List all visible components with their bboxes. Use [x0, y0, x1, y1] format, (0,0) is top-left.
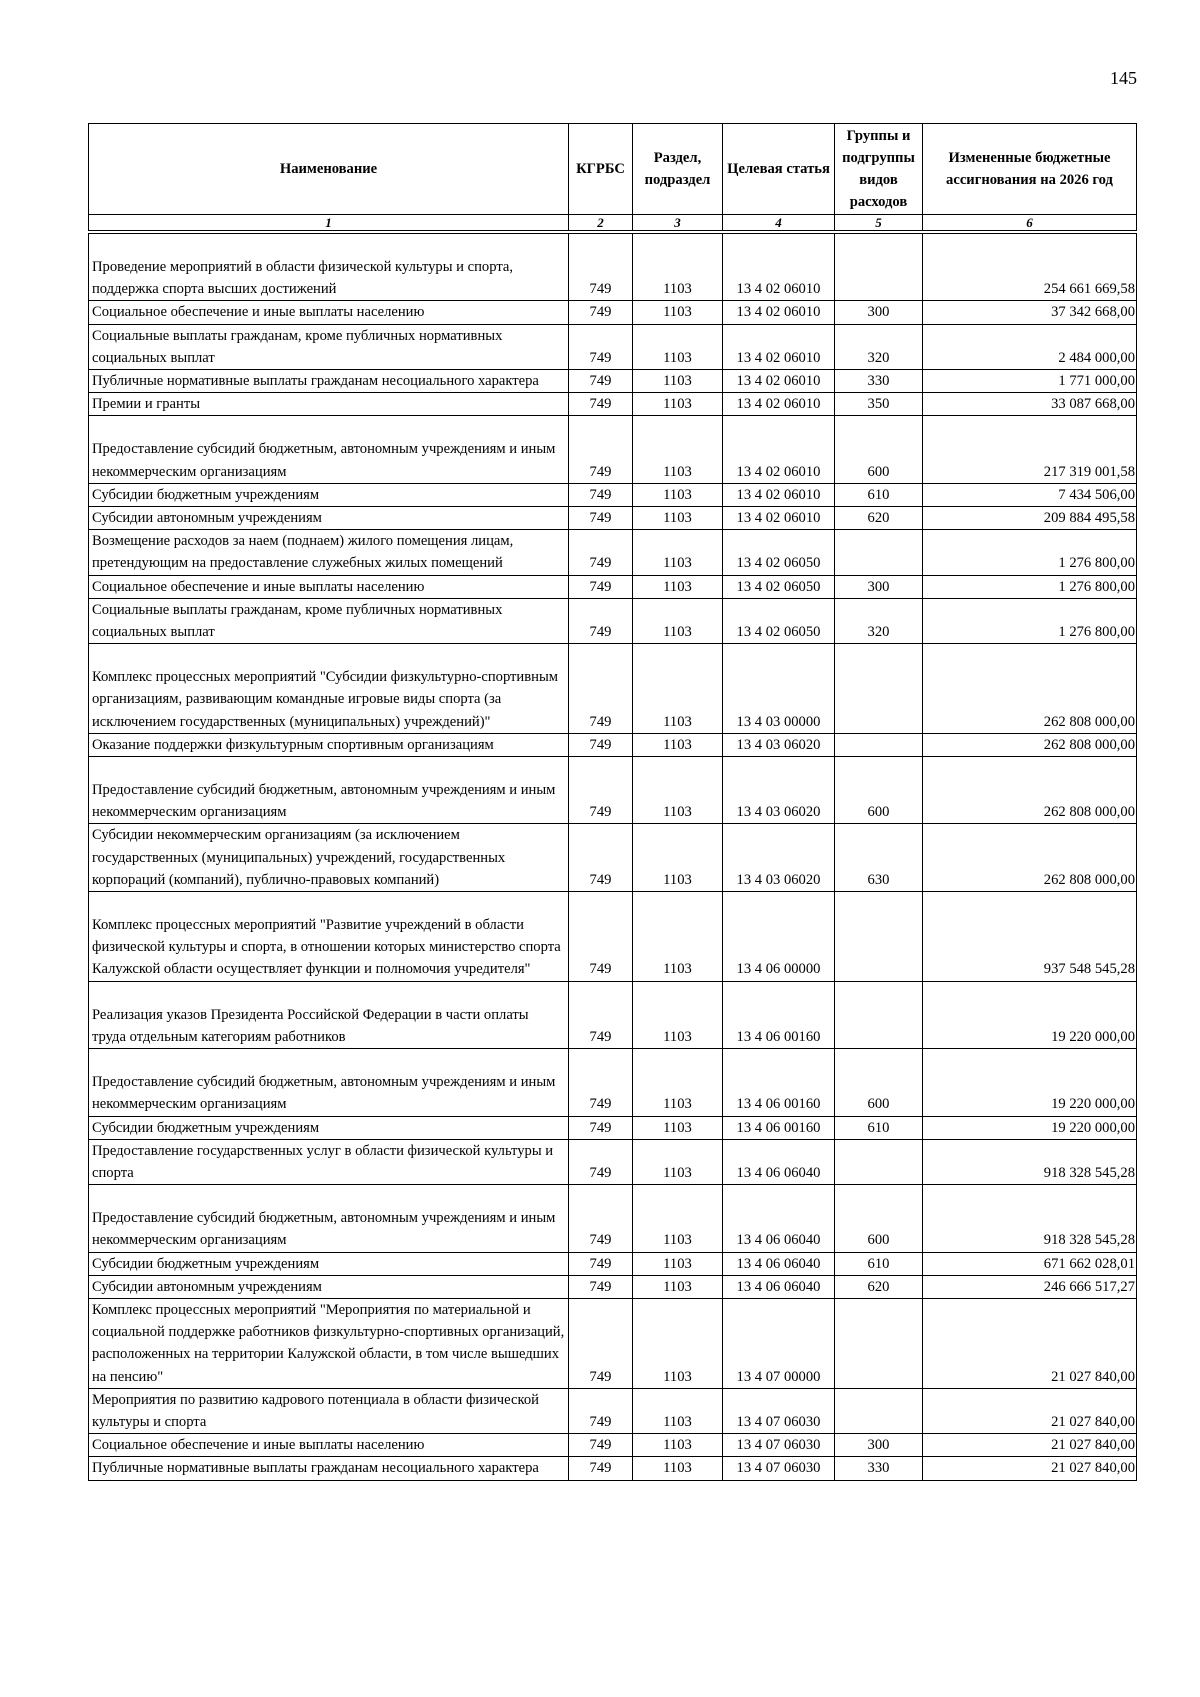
row-expense-type: 330 — [835, 370, 923, 393]
spacer-cell — [89, 1185, 569, 1208]
column-number: 2 — [569, 215, 633, 233]
row-expense-type: 620 — [835, 507, 923, 530]
spacer-cell — [89, 1049, 569, 1072]
spacer-cell — [835, 757, 923, 780]
row-section: 1103 — [633, 393, 723, 416]
row-section: 1103 — [633, 733, 723, 756]
row-target: 13 4 06 06040 — [723, 1139, 835, 1184]
row-amount: 262 808 000,00 — [923, 824, 1137, 892]
row-name: Субсидии автономным учреждениям — [89, 507, 569, 530]
row-section: 1103 — [633, 256, 723, 301]
spacer-cell — [723, 892, 835, 915]
row-kgrbs: 749 — [569, 507, 633, 530]
spacer-cell — [89, 644, 569, 667]
row-target: 13 4 03 06020 — [723, 779, 835, 824]
row-section: 1103 — [633, 666, 723, 733]
row-kgrbs: 749 — [569, 1388, 633, 1433]
table-row — [89, 1207, 1137, 1252]
row-section: 1103 — [633, 438, 723, 483]
row-target: 13 4 02 06050 — [723, 575, 835, 598]
spacer-cell — [569, 416, 633, 439]
row-section: 1103 — [633, 1139, 723, 1184]
row-kgrbs: 749 — [569, 1434, 633, 1457]
row-amount: 19 220 000,00 — [923, 1116, 1137, 1139]
header-target: Целевая статья — [723, 124, 835, 215]
table-row — [89, 575, 1137, 598]
spacer-cell — [835, 1185, 923, 1208]
row-target: 13 4 06 06040 — [723, 1207, 835, 1252]
row-name: Комплекс процессных мероприятий "Субсидии физкультурно-спортивным организациям, развивающим командные игровые виды спорта (за исключением государственных (муниципальных) учреждений)" — [89, 666, 569, 733]
column-number: 1 — [89, 215, 569, 233]
row-amount: 21 027 840,00 — [923, 1434, 1137, 1457]
spacer-cell — [723, 1185, 835, 1208]
row-section: 1103 — [633, 1207, 723, 1252]
spacer-row — [89, 1049, 1137, 1072]
row-target: 13 4 02 06050 — [723, 530, 835, 575]
row-section: 1103 — [633, 598, 723, 643]
row-section: 1103 — [633, 1116, 723, 1139]
row-amount: 671 662 028,01 — [923, 1252, 1137, 1275]
row-kgrbs: 749 — [569, 1071, 633, 1116]
row-name: Предоставление субсидий бюджетным, автономным учреждениям и иным некоммерческим организациям — [89, 779, 569, 824]
spacer-row — [89, 981, 1137, 1004]
row-kgrbs: 749 — [569, 575, 633, 598]
header-name: Наименование — [89, 124, 569, 215]
row-amount: 37 342 668,00 — [923, 301, 1137, 324]
row-expense-type: 600 — [835, 1207, 923, 1252]
row-expense-type: 620 — [835, 1275, 923, 1298]
row-section: 1103 — [633, 1457, 723, 1480]
row-section: 1103 — [633, 779, 723, 824]
table-row — [89, 393, 1137, 416]
row-name: Мероприятия по развитию кадрового потенциала в области физической культуры и спорта — [89, 1388, 569, 1433]
row-name: Социальное обеспечение и иные выплаты населению — [89, 301, 569, 324]
table-row — [89, 530, 1137, 575]
row-expense-type — [835, 914, 923, 981]
row-expense-type: 610 — [835, 483, 923, 506]
table-row — [89, 1298, 1137, 1388]
row-target: 13 4 02 06010 — [723, 507, 835, 530]
table-row — [89, 824, 1137, 892]
row-amount: 1 276 800,00 — [923, 598, 1137, 643]
row-section: 1103 — [633, 824, 723, 892]
row-expense-type: 330 — [835, 1457, 923, 1480]
row-target: 13 4 06 06040 — [723, 1275, 835, 1298]
row-expense-type: 600 — [835, 1071, 923, 1116]
row-name: Предоставление государственных услуг в области физической культуры и спорта — [89, 1139, 569, 1184]
row-target: 13 4 07 06030 — [723, 1388, 835, 1433]
spacer-cell — [923, 1049, 1137, 1072]
row-amount: 2 484 000,00 — [923, 324, 1137, 369]
row-kgrbs: 749 — [569, 256, 633, 301]
spacer-cell — [633, 644, 723, 667]
row-target: 13 4 02 06050 — [723, 598, 835, 643]
row-name: Предоставление субсидий бюджетным, автономным учреждениям и иным некоммерческим организациям — [89, 1207, 569, 1252]
row-section: 1103 — [633, 1388, 723, 1433]
spacer-cell — [633, 757, 723, 780]
table-row — [89, 256, 1137, 301]
row-amount: 937 548 545,28 — [923, 914, 1137, 981]
spacer-row — [89, 757, 1137, 780]
table-row — [89, 1071, 1137, 1116]
table-row — [89, 1275, 1137, 1298]
spacer-cell — [633, 892, 723, 915]
row-section: 1103 — [633, 1275, 723, 1298]
row-expense-type — [835, 530, 923, 575]
spacer-cell — [89, 892, 569, 915]
spacer-cell — [569, 1185, 633, 1208]
row-expense-type — [835, 1139, 923, 1184]
row-target: 13 4 07 06030 — [723, 1457, 835, 1480]
page-number: 145 — [1110, 68, 1137, 88]
row-amount: 21 027 840,00 — [923, 1388, 1137, 1433]
row-kgrbs: 749 — [569, 483, 633, 506]
row-amount: 254 661 669,58 — [923, 256, 1137, 301]
table-row — [89, 438, 1137, 483]
table-row — [89, 507, 1137, 530]
table-row — [89, 598, 1137, 643]
row-kgrbs: 749 — [569, 301, 633, 324]
spacer-cell — [835, 416, 923, 439]
spacer-cell — [569, 892, 633, 915]
row-expense-type: 300 — [835, 575, 923, 598]
header-section: Раздел, подраздел — [633, 124, 723, 215]
table-row — [89, 1457, 1137, 1480]
spacer-cell — [923, 644, 1137, 667]
row-name: Возмещение расходов за наем (поднаем) жилого помещения лицам, претендующим на предоставление служебных жилых помещений — [89, 530, 569, 575]
row-name: Социальные выплаты гражданам, кроме публичных нормативных социальных выплат — [89, 324, 569, 369]
header-groups: Группы и подгруппы видов расходов — [835, 124, 923, 215]
spacer-cell — [835, 644, 923, 667]
row-name: Субсидии бюджетным учреждениям — [89, 1116, 569, 1139]
row-name: Предоставление субсидий бюджетным, автономным учреждениям и иным некоммерческим организациям — [89, 1071, 569, 1116]
row-amount: 262 808 000,00 — [923, 779, 1137, 824]
row-target: 13 4 06 00000 — [723, 914, 835, 981]
spacer-cell — [569, 981, 633, 1004]
row-target: 13 4 06 06040 — [723, 1252, 835, 1275]
spacer-cell — [633, 1185, 723, 1208]
column-number: 5 — [835, 215, 923, 233]
row-amount: 262 808 000,00 — [923, 733, 1137, 756]
row-amount: 19 220 000,00 — [923, 1071, 1137, 1116]
row-name: Предоставление субсидий бюджетным, автономным учреждениям и иным некоммерческим организациям — [89, 438, 569, 483]
row-expense-type: 320 — [835, 598, 923, 643]
budget-table — [88, 123, 1137, 1481]
row-target: 13 4 03 06020 — [723, 824, 835, 892]
spacer-row — [89, 892, 1137, 915]
spacer-cell — [723, 232, 835, 256]
row-expense-type: 600 — [835, 438, 923, 483]
row-target: 13 4 02 06010 — [723, 483, 835, 506]
column-number: 6 — [923, 215, 1137, 233]
row-amount: 7 434 506,00 — [923, 483, 1137, 506]
table-row — [89, 370, 1137, 393]
row-section: 1103 — [633, 370, 723, 393]
row-target: 13 4 07 06030 — [723, 1434, 835, 1457]
spacer-cell — [723, 1049, 835, 1072]
row-expense-type — [835, 733, 923, 756]
spacer-cell — [723, 757, 835, 780]
row-target: 13 4 03 06020 — [723, 733, 835, 756]
header-amount: Измененные бюджетные ассигнования на 2026 год — [923, 124, 1137, 215]
table-row — [89, 1388, 1137, 1433]
row-kgrbs: 749 — [569, 1298, 633, 1388]
row-expense-type: 610 — [835, 1116, 923, 1139]
spacer-cell — [923, 892, 1137, 915]
row-section: 1103 — [633, 1004, 723, 1049]
row-amount: 1 771 000,00 — [923, 370, 1137, 393]
column-number: 4 — [723, 215, 835, 233]
row-amount: 217 319 001,58 — [923, 438, 1137, 483]
spacer-cell — [89, 757, 569, 780]
row-expense-type: 600 — [835, 779, 923, 824]
row-kgrbs: 749 — [569, 733, 633, 756]
table-row — [89, 1116, 1137, 1139]
row-target: 13 4 03 00000 — [723, 666, 835, 733]
row-target: 13 4 06 00160 — [723, 1004, 835, 1049]
row-name: Социальное обеспечение и иные выплаты населению — [89, 575, 569, 598]
table-row — [89, 483, 1137, 506]
row-amount: 209 884 495,58 — [923, 507, 1137, 530]
row-target: 13 4 06 00160 — [723, 1116, 835, 1139]
row-kgrbs: 749 — [569, 1207, 633, 1252]
row-target: 13 4 02 06010 — [723, 256, 835, 301]
row-kgrbs: 749 — [569, 914, 633, 981]
row-name: Премии и гранты — [89, 393, 569, 416]
row-kgrbs: 749 — [569, 324, 633, 369]
row-target: 13 4 06 00160 — [723, 1071, 835, 1116]
spacer-cell — [835, 981, 923, 1004]
spacer-cell — [923, 981, 1137, 1004]
row-section: 1103 — [633, 1298, 723, 1388]
spacer-cell — [835, 892, 923, 915]
row-expense-type: 300 — [835, 1434, 923, 1457]
row-amount: 918 328 545,28 — [923, 1139, 1137, 1184]
row-amount: 246 666 517,27 — [923, 1275, 1137, 1298]
spacer-cell — [633, 232, 723, 256]
spacer-row — [89, 644, 1137, 667]
table-row — [89, 1004, 1137, 1049]
row-kgrbs: 749 — [569, 530, 633, 575]
row-amount: 262 808 000,00 — [923, 666, 1137, 733]
row-name: Проведение мероприятий в области физической культуры и спорта, поддержка спорта высших достижений — [89, 256, 569, 301]
spacer-cell — [923, 1185, 1137, 1208]
row-expense-type: 610 — [835, 1252, 923, 1275]
table-row — [89, 324, 1137, 369]
row-kgrbs: 749 — [569, 1275, 633, 1298]
row-name: Социальное обеспечение и иные выплаты населению — [89, 1434, 569, 1457]
row-expense-type: 630 — [835, 824, 923, 892]
row-target: 13 4 07 00000 — [723, 1298, 835, 1388]
row-target: 13 4 02 06010 — [723, 370, 835, 393]
row-name: Социальные выплаты гражданам, кроме публичных нормативных социальных выплат — [89, 598, 569, 643]
row-section: 1103 — [633, 324, 723, 369]
row-kgrbs: 749 — [569, 666, 633, 733]
row-kgrbs: 749 — [569, 1116, 633, 1139]
row-expense-type: 300 — [835, 301, 923, 324]
table-row — [89, 779, 1137, 824]
spacer-cell — [923, 232, 1137, 256]
row-amount: 1 276 800,00 — [923, 530, 1137, 575]
row-name: Публичные нормативные выплаты гражданам несоциального характера — [89, 370, 569, 393]
spacer-cell — [923, 416, 1137, 439]
row-name: Субсидии бюджетным учреждениям — [89, 483, 569, 506]
row-kgrbs: 749 — [569, 598, 633, 643]
row-kgrbs: 749 — [569, 779, 633, 824]
row-expense-type — [835, 666, 923, 733]
spacer-cell — [633, 1049, 723, 1072]
spacer-cell — [923, 757, 1137, 780]
row-target: 13 4 02 06010 — [723, 324, 835, 369]
table-row — [89, 914, 1137, 981]
row-amount: 33 087 668,00 — [923, 393, 1137, 416]
row-section: 1103 — [633, 914, 723, 981]
row-section: 1103 — [633, 575, 723, 598]
row-name: Реализация указов Президента Российской Федерации в части оплаты труда отдельным категориям работников — [89, 1004, 569, 1049]
spacer-cell — [633, 416, 723, 439]
row-kgrbs: 749 — [569, 1252, 633, 1275]
row-expense-type — [835, 1388, 923, 1433]
table-row — [89, 1434, 1137, 1457]
header-kgrbs: КГРБС — [569, 124, 633, 215]
spacer-cell — [723, 644, 835, 667]
row-kgrbs: 749 — [569, 393, 633, 416]
row-kgrbs: 749 — [569, 438, 633, 483]
spacer-cell — [633, 981, 723, 1004]
row-name: Субсидии бюджетным учреждениям — [89, 1252, 569, 1275]
table-row — [89, 666, 1137, 733]
row-amount: 1 276 800,00 — [923, 575, 1137, 598]
spacer-row — [89, 416, 1137, 439]
row-kgrbs: 749 — [569, 1004, 633, 1049]
table-row — [89, 301, 1137, 324]
row-section: 1103 — [633, 1252, 723, 1275]
spacer-row — [89, 232, 1137, 256]
table-row — [89, 1139, 1137, 1184]
spacer-cell — [89, 416, 569, 439]
spacer-cell — [835, 1049, 923, 1072]
row-kgrbs: 749 — [569, 1139, 633, 1184]
row-expense-type — [835, 256, 923, 301]
row-amount: 21 027 840,00 — [923, 1298, 1137, 1388]
row-name: Комплекс процессных мероприятий "Развитие учреждений в области физической культуры и спорта, в отношении которых министерство спорта Калужской области осуществляет функции и полномочия учредителя" — [89, 914, 569, 981]
spacer-cell — [723, 981, 835, 1004]
spacer-cell — [569, 1049, 633, 1072]
row-amount: 19 220 000,00 — [923, 1004, 1137, 1049]
row-amount: 918 328 545,28 — [923, 1207, 1137, 1252]
row-name: Субсидии некоммерческим организациям (за исключением государственных (муниципальных) учреждений, государственных корпораций (компаний), публично-правовых компаний) — [89, 824, 569, 892]
row-section: 1103 — [633, 530, 723, 575]
spacer-row — [89, 1185, 1137, 1208]
spacer-cell — [89, 981, 569, 1004]
row-kgrbs: 749 — [569, 370, 633, 393]
row-name: Публичные нормативные выплаты гражданам несоциального характера — [89, 1457, 569, 1480]
row-target: 13 4 02 06010 — [723, 438, 835, 483]
row-section: 1103 — [633, 1434, 723, 1457]
spacer-cell — [723, 416, 835, 439]
row-name: Комплекс процессных мероприятий "Мероприятия по материальной и социальной поддержке работников физкультурно-спортивных организаций, расположенных на территории Калужской области, в том числе вышедших на пенсию" — [89, 1298, 569, 1388]
row-section: 1103 — [633, 507, 723, 530]
row-target: 13 4 02 06010 — [723, 301, 835, 324]
row-target: 13 4 02 06010 — [723, 393, 835, 416]
table-body — [89, 232, 1137, 1480]
row-expense-type: 320 — [835, 324, 923, 369]
row-kgrbs: 749 — [569, 1457, 633, 1480]
table-row — [89, 733, 1137, 756]
spacer-cell — [835, 232, 923, 256]
row-section: 1103 — [633, 483, 723, 506]
row-section: 1103 — [633, 1071, 723, 1116]
row-amount: 21 027 840,00 — [923, 1457, 1137, 1480]
table-row — [89, 1252, 1137, 1275]
row-name: Оказание поддержки физкультурным спортивным организациям — [89, 733, 569, 756]
spacer-cell — [569, 644, 633, 667]
row-kgrbs: 749 — [569, 824, 633, 892]
spacer-cell — [569, 757, 633, 780]
column-number: 3 — [633, 215, 723, 233]
row-expense-type — [835, 1004, 923, 1049]
spacer-cell — [89, 232, 569, 256]
row-expense-type: 350 — [835, 393, 923, 416]
row-section: 1103 — [633, 301, 723, 324]
row-expense-type — [835, 1298, 923, 1388]
spacer-cell — [569, 232, 633, 256]
row-name: Субсидии автономным учреждениям — [89, 1275, 569, 1298]
